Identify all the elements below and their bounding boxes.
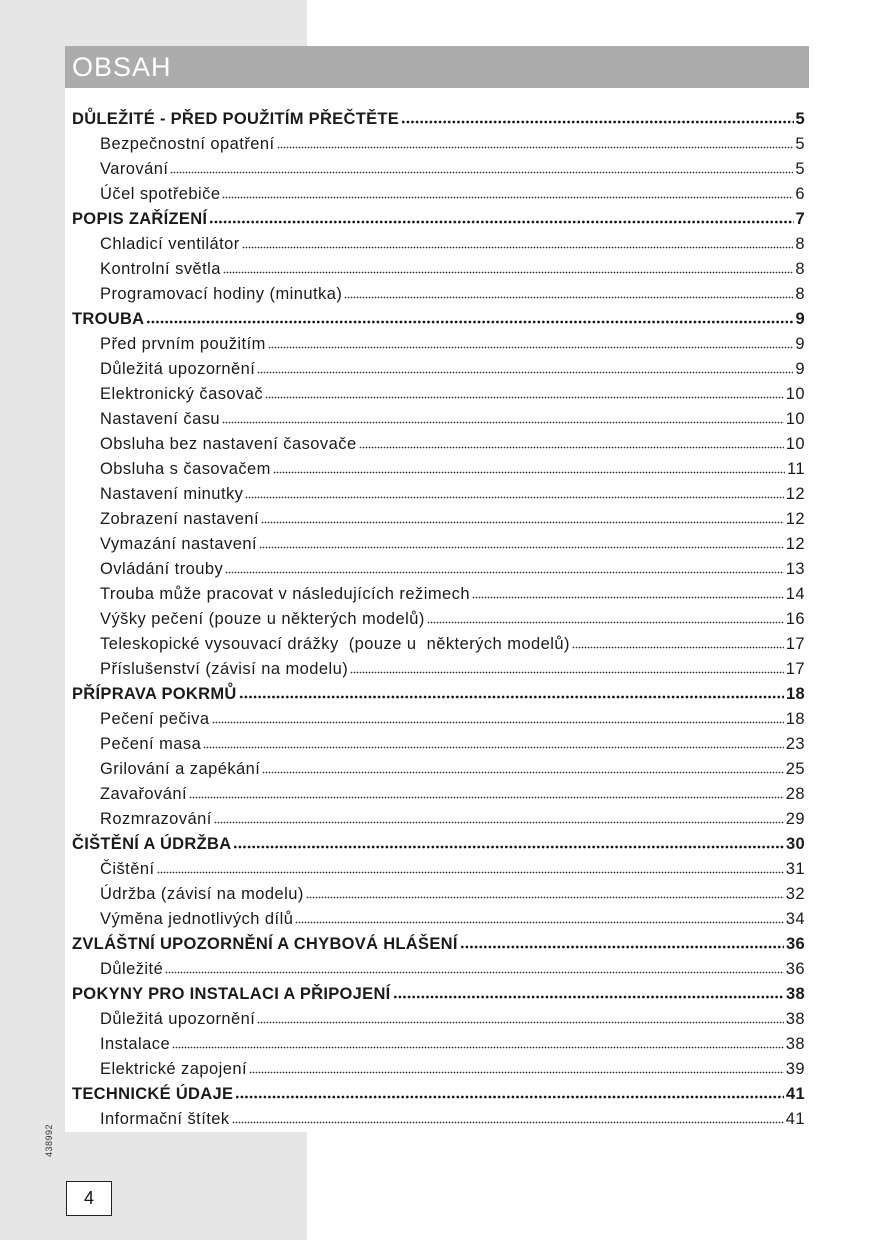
- toc-entry-label: Před prvním použitím: [100, 335, 266, 353]
- toc-dot-leader: [235, 1095, 784, 1099]
- toc-entry-label: Důležité: [100, 960, 164, 978]
- toc-page-number: 38: [785, 1035, 805, 1053]
- toc-subsection-row: [65, 957, 809, 982]
- toc-dot-leader: [189, 796, 784, 799]
- toc-entry-label: Výšky pečení (pouze u některých modelů): [100, 610, 425, 628]
- toc-dot-leader: [460, 945, 784, 949]
- toc-entry-label: Výměna jednotlivých dílů: [100, 910, 294, 928]
- toc-entry-label: ČIŠTĚNÍ A ÚDRŽBA: [72, 835, 232, 853]
- toc-page-number: 9: [795, 360, 805, 378]
- toc-entry-label: Bezpečnostní opatření: [100, 135, 275, 153]
- toc-page-number: 32: [785, 885, 805, 903]
- toc-entry-label: Informační štítek: [100, 1110, 230, 1128]
- toc-section-row: [65, 982, 809, 1007]
- toc-dot-leader: [225, 571, 784, 574]
- toc-section-row: [65, 307, 809, 332]
- toc-subsection-row: [65, 407, 809, 432]
- toc-entry-label: POPIS ZAŘÍZENÍ: [72, 210, 208, 228]
- toc-page-number: 9: [795, 310, 805, 328]
- toc-entry-label: ZVLÁŠTNÍ UPOZORNĚNÍ A CHYBOVÁ HLÁŠENÍ: [72, 935, 458, 953]
- toc-subsection-row: [65, 282, 809, 307]
- toc-section-row: [65, 107, 809, 132]
- toc-dot-leader: [203, 746, 783, 749]
- toc-dot-leader: [242, 246, 794, 249]
- toc-dot-leader: [233, 845, 784, 849]
- page-number: 4: [66, 1181, 112, 1216]
- toc-dot-leader: [214, 821, 784, 824]
- toc-entry-label: Obsluha bez nastavení časovače: [100, 435, 357, 453]
- toc-entry-label: Nastavení minutky: [100, 485, 244, 503]
- toc-dot-leader: [268, 346, 794, 349]
- toc-subsection-row: [65, 182, 809, 207]
- toc-page-number: 25: [785, 760, 805, 778]
- toc-entry-label: Teleskopické vysouvací drážky (pouze u některých modelů): [100, 635, 570, 653]
- toc-subsection-row: [65, 757, 809, 782]
- toc-dot-leader: [157, 871, 784, 874]
- table-of-contents: [65, 88, 809, 1132]
- toc-page-number: 30: [786, 835, 805, 853]
- toc-dot-leader: [393, 995, 784, 999]
- toc-subsection-row: [65, 482, 809, 507]
- toc-dot-leader: [212, 721, 784, 724]
- toc-page-number: 29: [785, 810, 805, 828]
- toc-page-number: 10: [785, 385, 805, 403]
- toc-subsection-row: [65, 232, 809, 257]
- toc-entry-label: Pečení pečiva: [100, 710, 210, 728]
- toc-dot-leader: [306, 896, 784, 899]
- toc-section-row: [65, 682, 809, 707]
- toc-subsection-row: [65, 1007, 809, 1032]
- toc-entry-label: Kontrolní světla: [100, 260, 221, 278]
- toc-entry-label: Rozmrazování: [100, 810, 212, 828]
- toc-page-number: 8: [795, 235, 805, 253]
- toc-dot-leader: [265, 396, 784, 399]
- toc-dot-leader: [209, 220, 793, 224]
- toc-dot-leader: [472, 596, 784, 599]
- toc-dot-leader: [427, 621, 784, 624]
- toc-page-number: 12: [785, 485, 805, 503]
- toc-dot-leader: [249, 1071, 784, 1074]
- toc-entry-label: TECHNICKÉ ÚDAJE: [72, 1085, 234, 1103]
- toc-section-row: [65, 1082, 809, 1107]
- toc-page-number: 38: [785, 1010, 805, 1028]
- toc-entry-label: Důležitá upozornění: [100, 1010, 256, 1028]
- toc-subsection-row: [65, 807, 809, 832]
- toc-subsection-row: [65, 1107, 809, 1132]
- toc-page-number: 17: [785, 635, 805, 653]
- toc-list: [65, 107, 809, 1132]
- toc-page-number: 10: [785, 435, 805, 453]
- toc-dot-leader: [295, 921, 783, 924]
- toc-entry-label: Vymazání nastavení: [100, 535, 257, 553]
- toc-entry-label: Ovládání trouby: [100, 560, 224, 578]
- toc-page-number: 11: [786, 460, 805, 478]
- toc-page-number: 7: [795, 210, 805, 228]
- toc-page-number: 28: [785, 785, 805, 803]
- toc-entry-label: Údržba (závisí na modelu): [100, 885, 304, 903]
- toc-subsection-row: [65, 332, 809, 357]
- toc-subsection-row: [65, 1057, 809, 1082]
- toc-entry-label: POKYNY PRO INSTALACI A PŘIPOJENÍ: [72, 985, 391, 1003]
- toc-dot-leader: [223, 271, 793, 274]
- toc-subsection-row: [65, 157, 809, 182]
- toc-dot-leader: [572, 646, 784, 649]
- toc-dot-leader: [245, 496, 783, 499]
- toc-entry-label: Zobrazení nastavení: [100, 510, 259, 528]
- toc-subsection-row: [65, 257, 809, 282]
- toc-entry-label: Důležitá upozornění: [100, 360, 256, 378]
- toc-entry-label: Instalace: [100, 1035, 171, 1053]
- toc-subsection-row: [65, 707, 809, 732]
- contents-header-bar: [65, 46, 809, 88]
- document-code: 438992: [44, 1124, 54, 1158]
- toc-subsection-row: [65, 782, 809, 807]
- toc-dot-leader: [273, 471, 785, 474]
- toc-section-row: [65, 932, 809, 957]
- toc-page-number: 8: [795, 260, 805, 278]
- toc-entry-label: Příslušenství (závisí na modelu): [100, 660, 349, 678]
- toc-subsection-row: [65, 557, 809, 582]
- toc-dot-leader: [170, 171, 793, 174]
- toc-page-number: 9: [795, 335, 805, 353]
- toc-dot-leader: [344, 296, 793, 299]
- toc-subsection-row: [65, 632, 809, 657]
- toc-dot-leader: [146, 320, 793, 324]
- toc-page-number: 36: [785, 960, 805, 978]
- toc-page-number: 5: [795, 135, 805, 153]
- toc-entry-label: Obsluha s časovačem: [100, 460, 271, 478]
- toc-page-number: 13: [785, 560, 805, 578]
- toc-subsection-row: [65, 732, 809, 757]
- toc-subsection-row: [65, 1032, 809, 1057]
- toc-page-number: 18: [786, 685, 805, 703]
- toc-entry-label: Chladicí ventilátor: [100, 235, 240, 253]
- toc-page-number: 18: [785, 710, 805, 728]
- toc-page-number: 8: [795, 285, 805, 303]
- toc-entry-label: Programovací hodiny (minutka): [100, 285, 343, 303]
- toc-dot-leader: [239, 695, 784, 699]
- toc-page-number: 34: [785, 910, 805, 928]
- toc-entry-label: Zavařování: [100, 785, 188, 803]
- toc-dot-leader: [259, 546, 784, 549]
- toc-entry-label: Nastavení času: [100, 410, 221, 428]
- toc-subsection-row: [65, 507, 809, 532]
- toc-dot-leader: [172, 1046, 784, 1049]
- toc-page-number: 5: [795, 160, 805, 178]
- toc-dot-leader: [350, 671, 783, 674]
- toc-subsection-row: [65, 857, 809, 882]
- toc-dot-leader: [222, 196, 793, 199]
- toc-dot-leader: [165, 971, 784, 974]
- toc-page-number: 12: [785, 535, 805, 553]
- toc-page-number: 16: [785, 610, 805, 628]
- toc-page-number: 36: [786, 935, 805, 953]
- toc-section-row: [65, 832, 809, 857]
- toc-page-number: 31: [785, 860, 805, 878]
- toc-subsection-row: [65, 657, 809, 682]
- toc-page-number: 6: [795, 185, 805, 203]
- toc-page-number: 14: [785, 585, 805, 603]
- toc-entry-label: TROUBA: [72, 310, 145, 328]
- toc-subsection-row: [65, 907, 809, 932]
- toc-page-number: 5: [795, 110, 805, 128]
- toc-dot-leader: [277, 146, 794, 149]
- page-title: OBSAH: [72, 52, 172, 82]
- toc-entry-label: Varování: [100, 160, 169, 178]
- toc-entry-label: Pečení masa: [100, 735, 202, 753]
- toc-entry-label: Elektronický časovač: [100, 385, 264, 403]
- toc-subsection-row: [65, 432, 809, 457]
- toc-dot-leader: [257, 371, 793, 374]
- toc-page-number: 23: [785, 735, 805, 753]
- toc-subsection-row: [65, 882, 809, 907]
- toc-dot-leader: [257, 1021, 783, 1024]
- toc-page-number: 17: [785, 660, 805, 678]
- toc-dot-leader: [261, 521, 784, 524]
- toc-entry-label: DŮLEŽITÉ - PŘED POUŽITÍM PŘEČTĚTE: [72, 110, 400, 128]
- toc-subsection-row: [65, 132, 809, 157]
- toc-dot-leader: [222, 421, 784, 424]
- toc-subsection-row: [65, 607, 809, 632]
- toc-dot-leader: [262, 771, 783, 774]
- toc-page-number: 10: [785, 410, 805, 428]
- toc-dot-leader: [232, 1121, 784, 1124]
- toc-page-number: 12: [785, 510, 805, 528]
- toc-entry-label: Elektrické zapojení: [100, 1060, 248, 1078]
- toc-subsection-row: [65, 582, 809, 607]
- toc-subsection-row: [65, 357, 809, 382]
- toc-subsection-row: [65, 532, 809, 557]
- toc-subsection-row: [65, 457, 809, 482]
- toc-section-row: [65, 207, 809, 232]
- toc-entry-label: Grilování a zapékání: [100, 760, 261, 778]
- toc-entry-label: Trouba může pracovat v následujících režimech: [100, 585, 470, 603]
- toc-page-number: 38: [786, 985, 805, 1003]
- toc-entry-label: PŘÍPRAVA POKRMŮ: [72, 685, 237, 703]
- toc-page-number: 41: [785, 1110, 805, 1128]
- toc-entry-label: Čištění: [100, 860, 155, 878]
- toc-page-number: 41: [786, 1085, 805, 1103]
- toc-dot-leader: [401, 120, 793, 124]
- toc-page-number: 39: [785, 1060, 805, 1078]
- toc-entry-label: Účel spotřebiče: [100, 185, 221, 203]
- toc-dot-leader: [359, 446, 784, 449]
- toc-subsection-row: [65, 382, 809, 407]
